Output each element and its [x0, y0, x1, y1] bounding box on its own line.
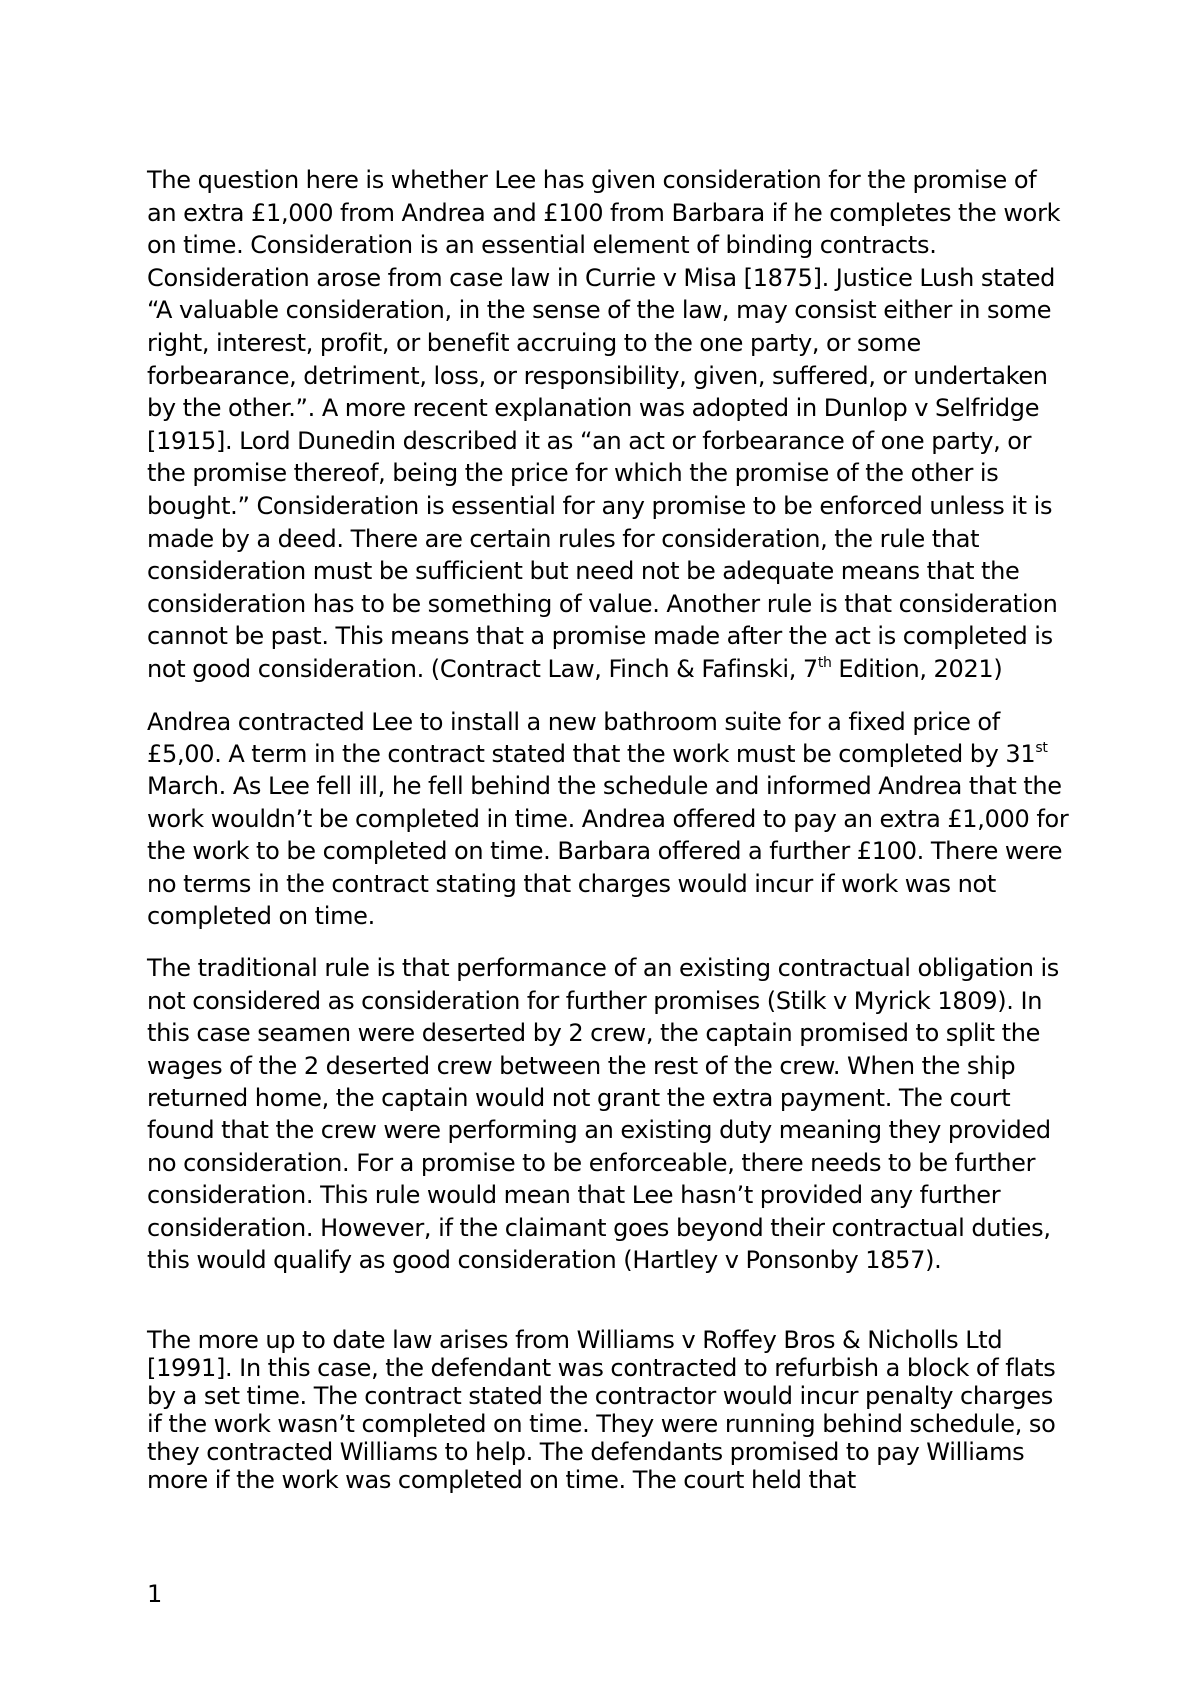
document-body: [147, 164, 1072, 1494]
superscript-ordinal: th: [817, 654, 832, 671]
page-number: 1: [147, 1580, 163, 1608]
superscript-ordinal: st: [1035, 739, 1048, 756]
paragraph-text: Edition, 2021): [831, 654, 1003, 683]
paragraph-traditional-rule: The traditional rule is that performance of an existing contractual obligation is not considered as consideration for further promises (Stilk v Myrick 1809). In this case seamen were deserted by 2 crew, the captain promised to split the wages of the 2 deserted crew between the rest of the crew. When the ship returned home, the captain would not grant the extra payment. The court found that the crew were performing an existing duty meaning they provided no consideration. For a promise to be enforceable, there needs to be further consideration. This rule would mean that Lee hasn’t provided any further consideration. However, if the claimant goes beyond their contractual duties, this would qualify as good consideration (Hartley v Ponsonby 1857).: [147, 954, 1060, 1274]
paragraph-text: The question here is whether Lee has given consideration for the promise of an extra £1,000 from Andrea and £100 from Barbara if he completes the work on time. Consideration is an essential element of binding contracts. Consideration arose from case law in Currie v Misa [1875]. Justice Lush stated “A valuable consideration, in the sense of the law, may consist either in some right, interest, profit, or benefit accruing to the one party, or some forbearance, detriment, loss, or responsibility, given, suffered, or undertaken by the other.”. A more recent explanation was adopted in Dunlop v Selfridge [1915]. Lord Dunedin described it as “an act or forbearance of one party, or the promise thereof, being the price for which the promise of the other is bought.” Consideration is essential for any promise to be enforced unless it is made by a deed. There are certain rules for consideration, the rule that consideration must be sufficient but need not be adequate means that the consideration has to be something of value. Another rule is that consideration cannot be past. This means that a promise made after the act is completed is not good consideration. (Contract Law, Finch & Fafinski, 7: [147, 166, 1061, 683]
paragraph-modern-law: The more up to date law arises from Williams v Roffey Bros & Nicholls Ltd [1991]. In this case, the defendant was contracted to refurbish a block of flats by a set time. The contract stated the contractor would incur penalty charges if the work wasn’t completed on time. They were running behind schedule, so they contracted Williams to help. The defendants promised to pay Williams more if the work was completed on time. The court held that: [147, 1326, 1056, 1495]
paragraph-consideration-definition: [147, 164, 1072, 686]
paragraph-text: Andrea contracted Lee to install a new bathroom suite for a fixed price of £5,00. A term in the contract stated that the work must be completed by 31: [147, 707, 1036, 768]
paragraph-text: March. As Lee fell ill, he fell behind the schedule and informed Andrea that the work wouldn’t be completed in time. Andrea offered to pay an extra £1,000 for the work to be completed on time. Barbara offered a further £100. There were no terms in the contract stating that charges would incur if work was not completed on time.: [147, 772, 1069, 930]
paragraph-facts: [147, 706, 1072, 933]
